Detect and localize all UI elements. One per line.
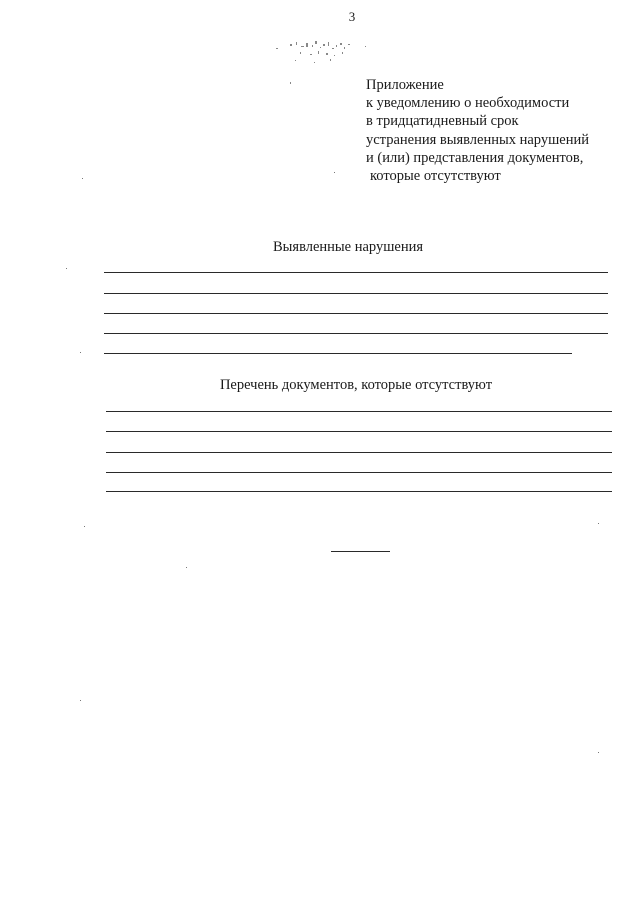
appendix-header xyxy=(366,76,636,185)
appendix-line-title: Приложение xyxy=(366,77,444,93)
appendix-line: устранения выявленных нарушений xyxy=(366,131,590,148)
appendix-line: и (или) представления документов, xyxy=(366,149,584,166)
scan-speck xyxy=(66,268,67,269)
violations-blank-line xyxy=(104,293,608,294)
documents-blank-line xyxy=(106,472,612,473)
scan-speck xyxy=(598,752,599,753)
scan-speck xyxy=(80,700,81,701)
end-of-document-line xyxy=(331,551,390,552)
violations-blank-line xyxy=(104,353,572,354)
documents-blank-line xyxy=(106,491,612,492)
scan-speck xyxy=(82,178,83,179)
documents-blank-line xyxy=(106,411,612,412)
documents-blank-line xyxy=(106,452,612,453)
appendix-line: которые отсутствуют xyxy=(370,168,501,185)
appendix-line: в тридцатидневный срок xyxy=(366,113,519,130)
violations-blank-line xyxy=(104,333,608,334)
scan-speck xyxy=(186,567,187,568)
scan-speck xyxy=(84,526,85,527)
missing-documents-heading: Перечень документов, которые отсутствуют xyxy=(219,377,493,393)
violations-heading: Выявленные нарушения xyxy=(272,239,424,255)
violations-blank-line xyxy=(104,272,608,273)
scan-speck xyxy=(80,352,81,353)
scan-speck xyxy=(334,172,335,173)
violations-blank-line xyxy=(104,313,608,314)
page-number: 3 xyxy=(348,9,356,24)
scan-noise-mark xyxy=(270,38,380,88)
scan-speck xyxy=(598,523,599,524)
documents-blank-line xyxy=(106,431,612,432)
appendix-line: к уведомлению о необходимости xyxy=(366,95,570,112)
